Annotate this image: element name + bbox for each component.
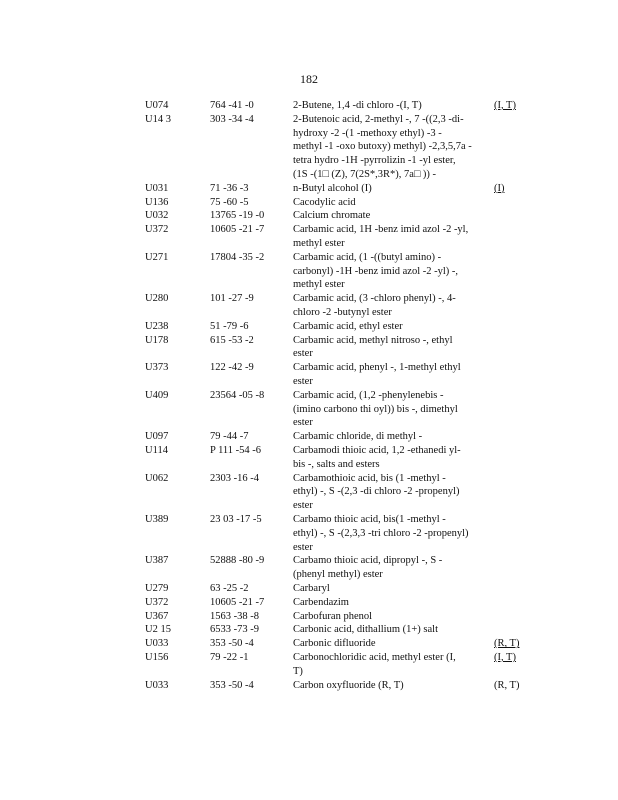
table-row [0, 637, 618, 651]
cas-number: 75 -60 -5 [210, 196, 249, 208]
waste-code: U062 [145, 472, 169, 484]
waste-code: U074 [145, 100, 169, 111]
substance-name: 2-Butenoic acid, 2-methyl -, 7 -((2,3 -di- hydroxy -2 -(1 -methoxy ethyl) -3 - methyl -1 -oxo butoxy) methyl) -2,3,5,7a - tetra hydro -1H -pyrrolizin -1 -yl ester, (1S -(1□ (Z), 7(2S*,3R*), 7a□ )) - [293, 113, 472, 180]
waste-code: U031 [145, 182, 169, 194]
waste-code: U136 [145, 196, 169, 208]
substance-name: Carbonochloridic acid, methyl ester (I, T) [293, 652, 456, 677]
substance-name: Carbamic acid, (3 -chloro phenyl) -, 4- chloro -2 -butynyl ester [293, 293, 456, 318]
substance-name: Calcium chromate [293, 210, 371, 222]
cas-number: 1563 -38 -8 [210, 610, 259, 622]
table-row [0, 554, 618, 582]
cas-number: 764 -41 -0 [210, 100, 254, 111]
hazard-basis: (R, T) [494, 638, 520, 650]
table-row [0, 223, 618, 251]
cas-number: 6533 -73 -9 [210, 624, 259, 636]
cas-number: 63 -25 -2 [210, 583, 249, 594]
cas-number: 23 03 -17 -5 [210, 514, 262, 525]
waste-code: U409 [145, 389, 169, 401]
substance-name: Carbamic chloride, di methyl - [293, 431, 423, 443]
waste-code: U033 [145, 679, 169, 691]
table-row [0, 196, 618, 210]
waste-code: U271 [145, 251, 169, 263]
waste-code: U097 [145, 431, 169, 443]
waste-code: U033 [145, 638, 169, 650]
table-row [0, 582, 618, 596]
cas-number: 122 -42 -9 [210, 362, 254, 374]
table-row [0, 389, 618, 430]
substance-name: Carbamodi thioic acid, 1,2 -ethanedi yl- bis -, salts and esters [293, 445, 461, 470]
waste-code: U2 15 [145, 624, 171, 636]
waste-code: U372 [145, 224, 169, 236]
cas-number: 71 -36 -3 [210, 182, 249, 194]
substance-name: Carbamic acid, (1 -((butyl amino) - carbonyl) -1H -benz imid azol -2 -yl) -, methyl ester [293, 251, 459, 291]
table-row [0, 320, 618, 334]
waste-code: U156 [145, 652, 169, 663]
substance-name: Cacodylic acid [293, 196, 356, 208]
hazard-basis: (I, T) [494, 100, 516, 111]
hazard-basis: (R, T) [494, 679, 520, 691]
waste-code: U032 [145, 210, 169, 222]
substance-name: Carbamic acid, ethyl ester [293, 320, 403, 332]
substance-name: n-Butyl alcohol (I) [293, 182, 372, 194]
table-row [0, 292, 618, 320]
table-row [0, 596, 618, 610]
waste-code: U178 [145, 334, 169, 346]
cas-number: 23564 -05 -8 [210, 389, 265, 401]
substance-name: Carbamic acid, methyl nitroso -, ethyl ester [293, 334, 453, 360]
cas-number: 79 -22 -1 [210, 652, 249, 663]
substance-name: Carbamo thioic acid, dipropyl -, S - (phenyl methyl) ester [293, 555, 443, 581]
cas-number: 52888 -80 -9 [210, 555, 265, 567]
waste-code: U387 [145, 555, 169, 567]
cas-number: 10605 -21 -7 [210, 224, 265, 236]
cas-number: 79 -44 -7 [210, 431, 249, 443]
cas-number: 101 -27 -9 [210, 293, 254, 305]
table-row [0, 651, 618, 679]
waste-code: U373 [145, 362, 169, 374]
cas-number: 10605 -21 -7 [210, 596, 265, 608]
table-row [0, 251, 618, 292]
substance-name: Carbamic acid, phenyl -, 1-methyl ethyl ester [293, 362, 461, 387]
table-row [0, 361, 618, 389]
waste-code: U372 [145, 596, 169, 608]
table-row [0, 430, 618, 444]
table-row [0, 472, 618, 513]
substance-name: Carbonic difluoride [293, 638, 376, 650]
hazard-basis: (I) [494, 182, 505, 194]
waste-code: U367 [145, 610, 169, 622]
table-row [0, 610, 618, 624]
table-row [0, 113, 618, 182]
cas-number: 13765 -19 -0 [210, 210, 265, 222]
table-row [0, 513, 618, 554]
table-row [0, 623, 618, 637]
waste-code: U280 [145, 293, 169, 305]
cas-number: 51 -79 -6 [210, 320, 249, 332]
substance-name: Carbamothioic acid, bis (1 -methyl - ethyl) -, S -(2,3 -di chloro -2 -propenyl) ester [293, 472, 460, 512]
cas-number: 615 -53 -2 [210, 334, 254, 346]
cas-number: P 111 -54 -6 [210, 445, 262, 456]
substance-name: Carbaryl [293, 583, 330, 594]
waste-code: U389 [145, 514, 169, 525]
waste-code: U238 [145, 320, 169, 332]
table-row [0, 679, 618, 693]
cas-number: 303 -34 -4 [210, 113, 254, 125]
table-row [0, 334, 618, 362]
substance-name: Carbamic acid, (1,2 -phenylenebis - (imino carbono thi oyl)) bis -, dimethyl ester [293, 389, 458, 429]
cas-number: 353 -50 -4 [210, 679, 254, 691]
substance-name: Carbonic acid, dithallium (1+) salt [293, 624, 439, 636]
substance-name: 2-Butene, 1,4 -di chloro -(I, T) [293, 100, 422, 111]
table-row [0, 209, 618, 223]
cas-number: 17804 -35 -2 [210, 251, 265, 263]
substance-name: Carbon oxyfluoride (R, T) [293, 679, 404, 691]
substance-name: Carbendazim [293, 596, 349, 608]
table-row [0, 444, 618, 472]
waste-code: U114 [145, 445, 168, 456]
table-row [0, 182, 618, 196]
cas-number: 2303 -16 -4 [210, 472, 259, 484]
substance-name: Carbofuran phenol [293, 610, 373, 622]
waste-code: U279 [145, 583, 169, 594]
substance-name: Carbamo thioic acid, bis(1 -methyl - ethyl) -, S -(2,3,3 -tri chloro -2 -propenyl) ester [293, 514, 469, 553]
table-row [0, 99, 618, 113]
substance-name: Carbamic acid, 1H -benz imid azol -2 -yl, methyl ester [293, 224, 469, 249]
hazard-basis: (I, T) [494, 652, 516, 663]
waste-code: U14 3 [145, 113, 171, 125]
cas-number: 353 -50 -4 [210, 638, 254, 650]
page-number: 182 [300, 72, 318, 86]
